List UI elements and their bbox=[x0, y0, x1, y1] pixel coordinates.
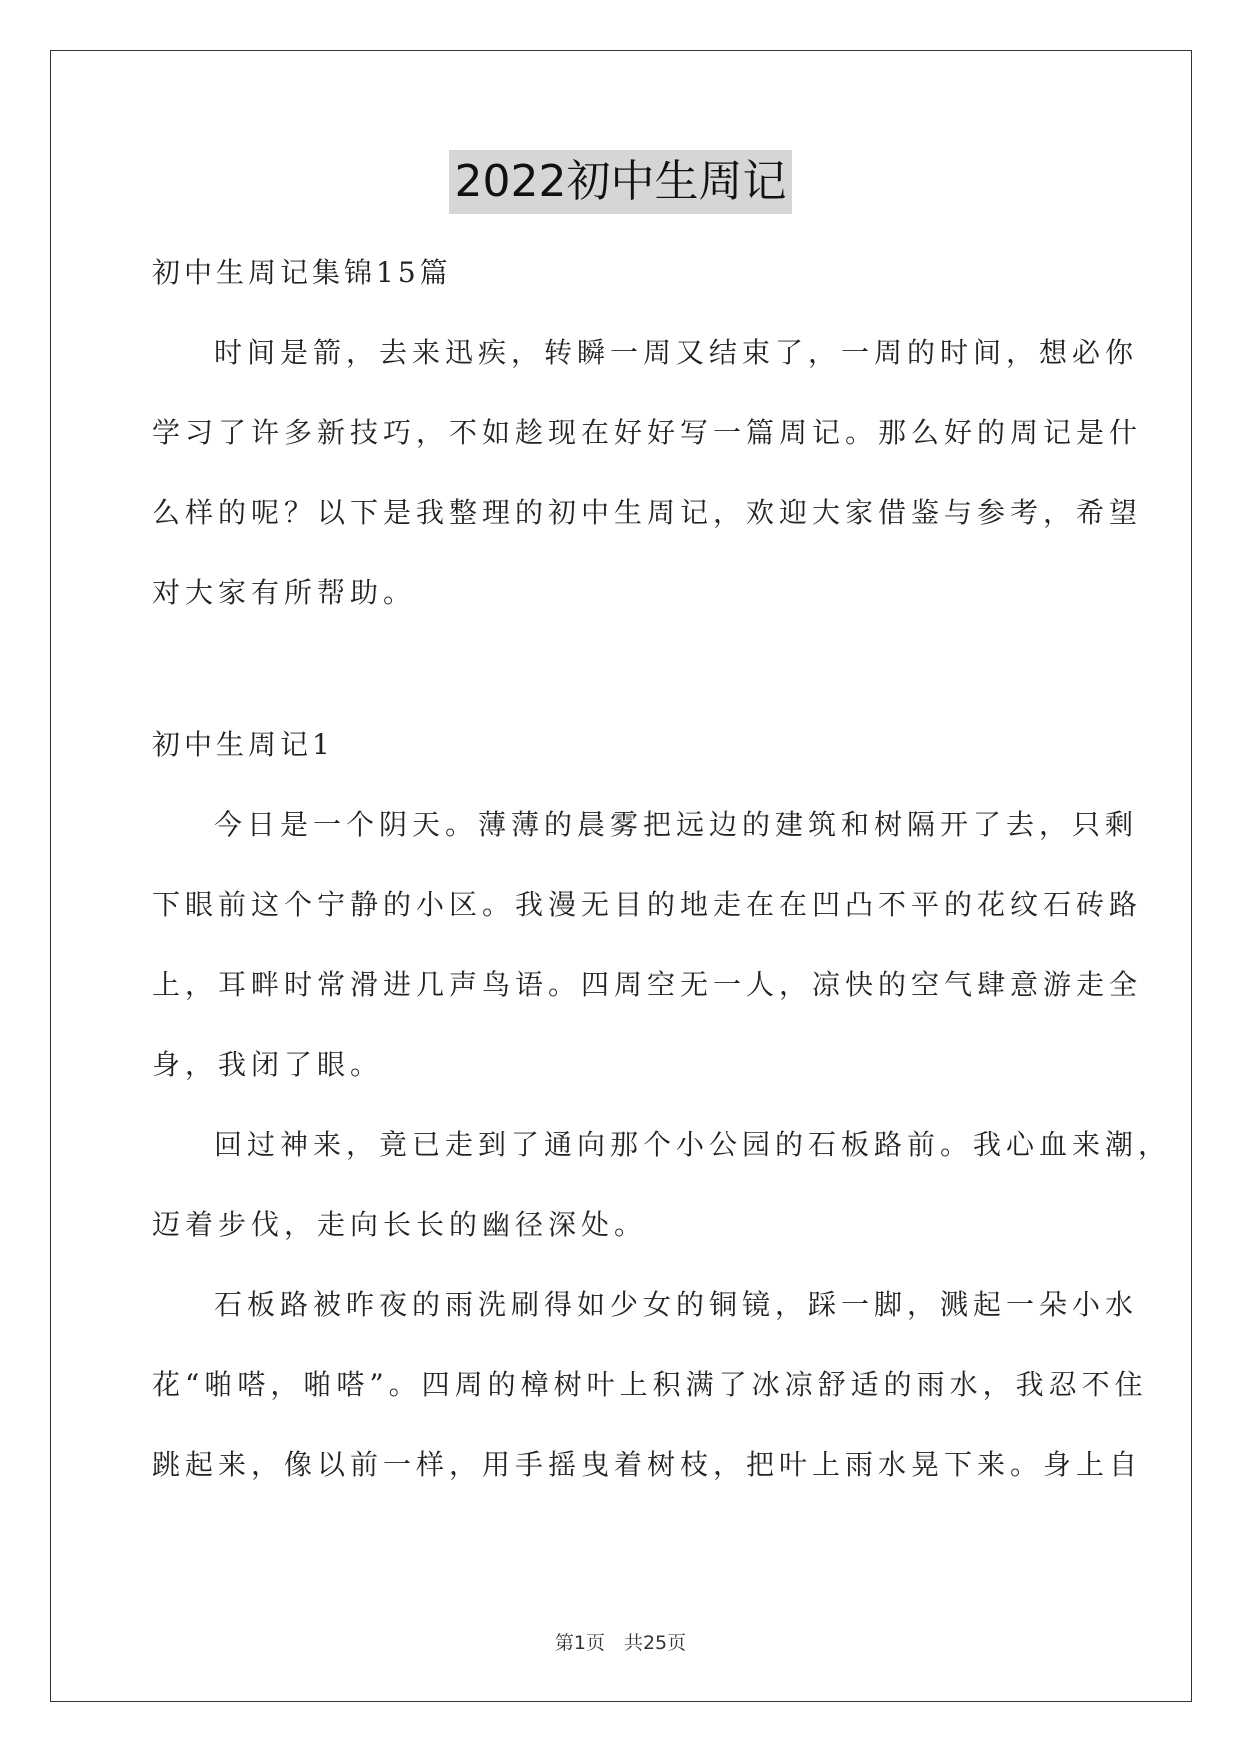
paragraph-line: 回过神来，竟已走到了通向那个小公园的石板路前。我心血来潮， bbox=[214, 1128, 1172, 1161]
document-body bbox=[152, 233, 1172, 1505]
section-heading: 初中生周记1 bbox=[152, 728, 334, 761]
document-title bbox=[0, 150, 1241, 217]
document-title-text: 2022初中生周记 bbox=[449, 150, 793, 214]
subtitle: 初中生周记集锦15篇 bbox=[152, 256, 452, 289]
paragraph-1 bbox=[152, 785, 1143, 1105]
intro-paragraph bbox=[152, 313, 1143, 633]
paragraph-2 bbox=[152, 1105, 1172, 1265]
paragraph-line: 下眼前这个宁静的小区。我漫无目的地走在在凹凸不平的花纹石砖路 bbox=[152, 888, 1143, 921]
paragraph-line: 今日是一个阴天。薄薄的晨雾把远边的建筑和树隔开了去，只剩 bbox=[214, 808, 1139, 841]
paragraph-3 bbox=[152, 1265, 1148, 1505]
paragraph-line: 跳起来，像以前一样，用手摇曳着树枝，把叶上雨水晃下来。身上自 bbox=[152, 1448, 1143, 1481]
paragraph-line: 花“啪嗒，啪嗒”。四周的樟树叶上积满了冰凉舒适的雨水，我忍不住 bbox=[152, 1368, 1148, 1401]
paragraph-line: 时间是箭，去来迅疾，转瞬一周又结束了，一周的时间，想必你 bbox=[214, 336, 1139, 369]
section-spacer bbox=[152, 633, 1092, 705]
paragraph-line: 上，耳畔时常滑进几声鸟语。四周空无一人，凉快的空气肆意游走全 bbox=[152, 968, 1143, 1001]
paragraph-line: 迈着步伐，走向长长的幽径深处。 bbox=[152, 1208, 648, 1241]
page-number-footer: 第1页 共25页 bbox=[554, 1632, 687, 1654]
paragraph-line: 身，我闭了眼。 bbox=[152, 1048, 384, 1081]
paragraph-line: 对大家有所帮助。 bbox=[152, 576, 417, 609]
paragraph-line: 么样的呢？以下是我整理的初中生周记，欢迎大家借鉴与参考，希望 bbox=[152, 496, 1143, 529]
paragraph-line: 石板路被昨夜的雨洗刷得如少女的铜镜，踩一脚，溅起一朵小水 bbox=[214, 1288, 1139, 1321]
paragraph-line: 学习了许多新技巧，不如趁现在好好写一篇周记。那么好的周记是什 bbox=[152, 416, 1143, 449]
